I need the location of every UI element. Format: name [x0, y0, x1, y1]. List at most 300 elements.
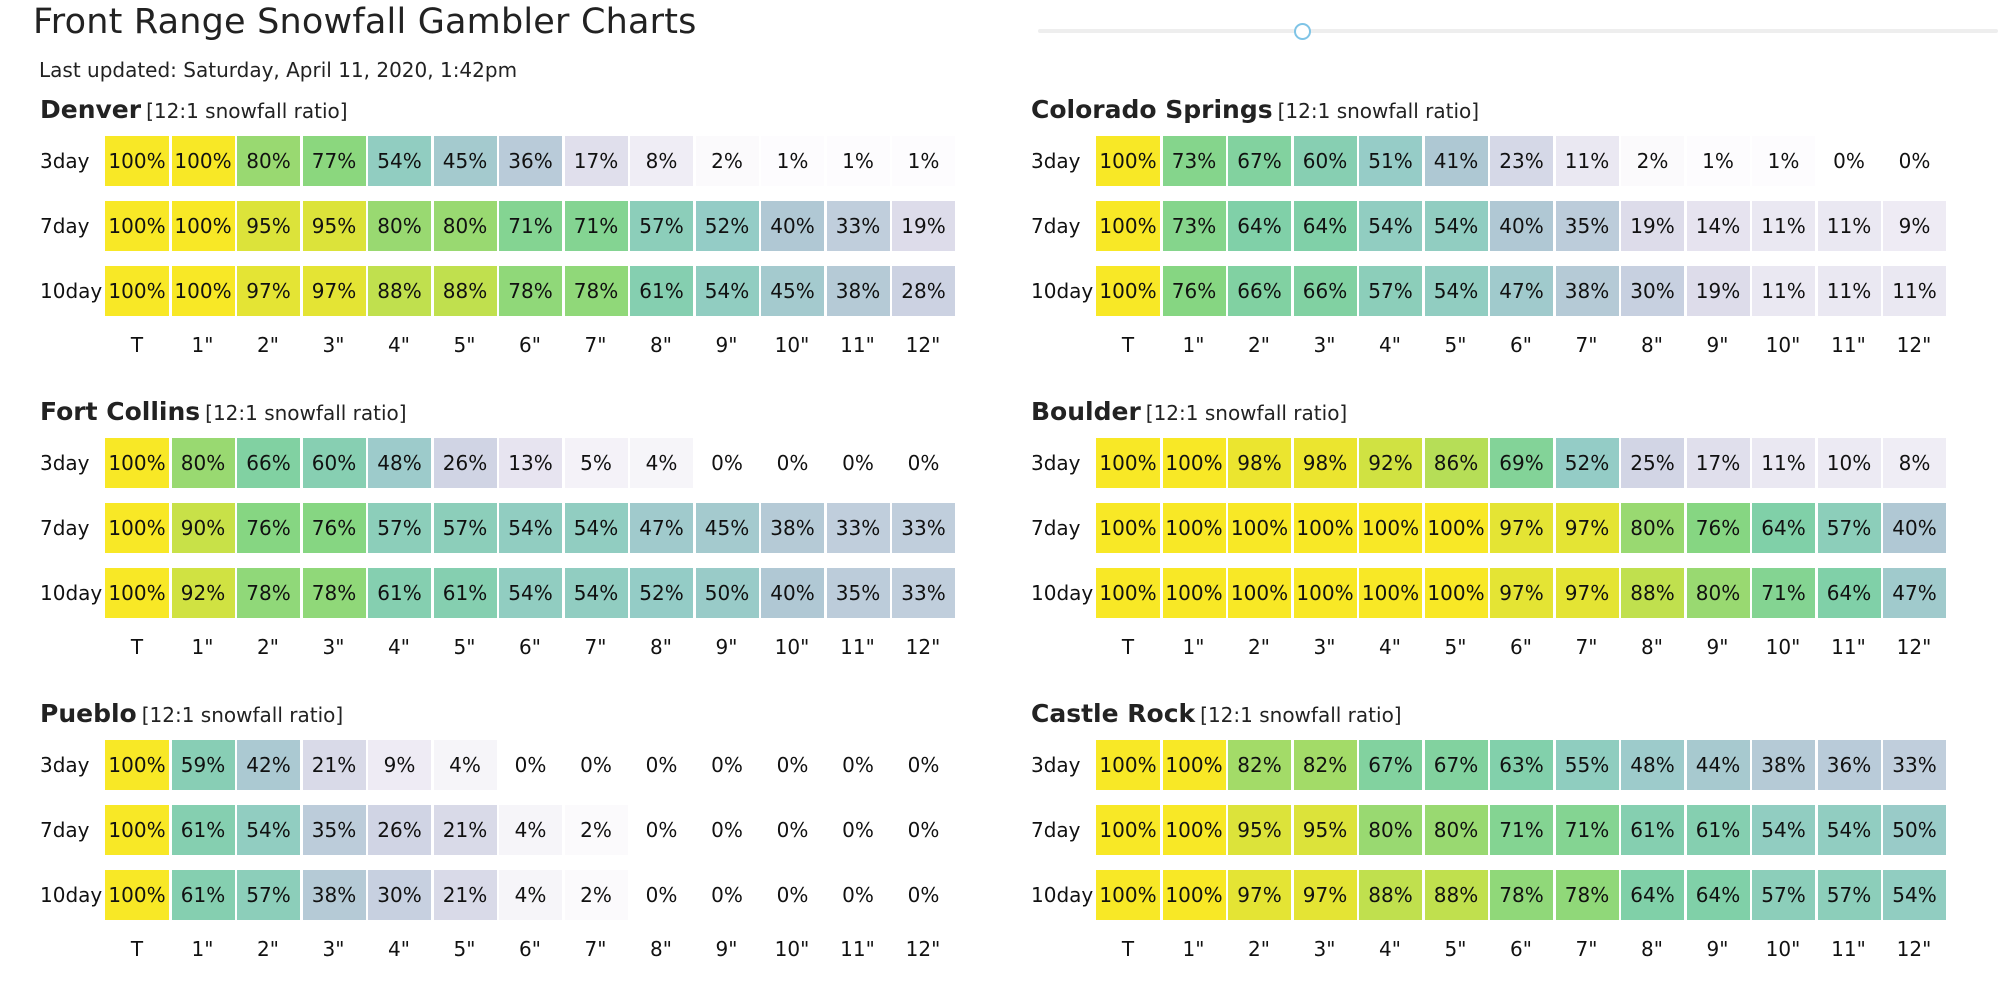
heatmap-cell: 54%: [1358, 201, 1422, 251]
heatmap-cell: 52%: [1555, 438, 1619, 488]
heatmap-cell: 0%: [498, 740, 562, 790]
column-label: 8": [650, 937, 672, 961]
column-label: 7": [1575, 635, 1598, 659]
heatmap-cell: 97%: [1555, 568, 1619, 618]
heatmap-cell: 0%: [760, 805, 824, 855]
heatmap-cell: 100%: [105, 438, 169, 488]
heatmap-cell: 52%: [695, 201, 759, 251]
heatmap-cell: 11%: [1751, 201, 1815, 251]
heatmap-cell: 100%: [105, 503, 169, 553]
city-name: Castle Rock: [1031, 699, 1196, 728]
column-label: 10": [774, 937, 810, 961]
row-label: 10day: [40, 581, 103, 605]
heatmap-cell: 54%: [695, 266, 759, 316]
column-label: 12": [905, 937, 941, 961]
row-label: 10day: [1031, 581, 1094, 605]
heatmap-cell: 64%: [1751, 503, 1815, 553]
column-label: 8": [1641, 635, 1663, 659]
heatmap-cell: 4%: [498, 805, 562, 855]
column-label: 10": [1765, 937, 1801, 961]
heatmap-cell: 97%: [236, 266, 300, 316]
heatmap-cell: 100%: [105, 870, 169, 920]
heatmap-cell: 80%: [1686, 568, 1750, 618]
heatmap-cell: 67%: [1358, 740, 1422, 790]
heatmap-cell: 55%: [1555, 740, 1619, 790]
slider-track[interactable]: [1038, 29, 1998, 33]
column-label: 8": [650, 333, 672, 357]
column-label: 5": [1444, 635, 1467, 659]
column-label: T: [130, 937, 144, 961]
snowfall-ratio-label: [12:1 snowfall ratio]: [1145, 401, 1348, 425]
panel-boulder: [1031, 397, 1951, 687]
column-label: 3": [322, 635, 345, 659]
chart-title: [1031, 95, 1479, 124]
heatmap-cell: 45%: [695, 503, 759, 553]
heatmap-cell: 11%: [1817, 201, 1881, 251]
heatmap-cell: 33%: [1882, 740, 1946, 790]
heatmap-cell: 21%: [302, 740, 366, 790]
column-label: 3": [1313, 937, 1336, 961]
heatmap-cell: 71%: [498, 201, 562, 251]
heatmap-cell: 30%: [367, 870, 431, 920]
column-label: 7": [584, 937, 607, 961]
column-label: 6": [519, 635, 541, 659]
heatmap-cell: 2%: [1620, 136, 1684, 186]
heatmap-cell: 8%: [629, 136, 693, 186]
heatmap-cell: 100%: [105, 266, 169, 316]
row-label: 10day: [40, 883, 103, 907]
column-label: 4": [1379, 937, 1401, 961]
heatmap-cell: 78%: [498, 266, 562, 316]
column-label: 12": [905, 635, 941, 659]
heatmap-cell: 100%: [1096, 438, 1160, 488]
heatmap-cell: 50%: [695, 568, 759, 618]
column-label: 6": [1510, 333, 1532, 357]
heatmap-cell: 80%: [367, 201, 431, 251]
heatmap-cell: 19%: [1620, 201, 1684, 251]
column-label: 2": [257, 635, 279, 659]
heatmap-cell: 80%: [1620, 503, 1684, 553]
heatmap-cell: 47%: [1489, 266, 1553, 316]
heatmap-cell: 38%: [1555, 266, 1619, 316]
heatmap-cell: 0%: [760, 740, 824, 790]
heatmap-cell: 1%: [826, 136, 890, 186]
heatmap-cell: 0%: [826, 438, 890, 488]
heatmap-cell: 0%: [826, 805, 890, 855]
heatmap-cell: 40%: [760, 568, 824, 618]
heatmap-cell: 11%: [1555, 136, 1619, 186]
chart-title: [1031, 397, 1347, 426]
heatmap-cell: 50%: [1882, 805, 1946, 855]
heatmap-cell: 66%: [1293, 266, 1357, 316]
heatmap-cell: 100%: [1162, 503, 1226, 553]
heatmap-cell: 11%: [1751, 266, 1815, 316]
column-label: 6": [1510, 937, 1532, 961]
heatmap-cell: 78%: [1555, 870, 1619, 920]
heatmap-cell: 5%: [564, 438, 628, 488]
row-label: 7day: [1031, 516, 1081, 540]
row-label: 3day: [1031, 451, 1081, 475]
heatmap-cell: 0%: [1817, 136, 1881, 186]
heatmap-cell: 36%: [1817, 740, 1881, 790]
heatmap-cell: 25%: [1620, 438, 1684, 488]
heatmap-cell: 78%: [302, 568, 366, 618]
column-label: 9": [1706, 333, 1729, 357]
column-label: 12": [1896, 333, 1932, 357]
column-label: 10": [1765, 333, 1801, 357]
heatmap-cell: 0%: [695, 740, 759, 790]
heatmap-cell: 57%: [433, 503, 497, 553]
snowfall-ratio-label: [12:1 snowfall ratio]: [141, 703, 344, 727]
column-label: 11": [840, 333, 875, 357]
heatmap-cell: 48%: [1620, 740, 1684, 790]
heatmap-cell: 57%: [1817, 503, 1881, 553]
heatmap-cell: 100%: [1096, 266, 1160, 316]
heatmap-cell: 100%: [1096, 740, 1160, 790]
column-label: T: [1121, 333, 1135, 357]
heatmap-cell: 80%: [433, 201, 497, 251]
panel-pueblo: [40, 699, 960, 989]
heatmap-cell: 98%: [1293, 438, 1357, 488]
column-label: 7": [584, 635, 607, 659]
column-label: 4": [388, 937, 410, 961]
city-name: Denver: [40, 95, 142, 124]
heatmap-cell: 77%: [302, 136, 366, 186]
heatmap-cell: 26%: [433, 438, 497, 488]
heatmap-cell: 100%: [1162, 438, 1226, 488]
column-label: 6": [1510, 635, 1532, 659]
heatmap-cell: 64%: [1686, 870, 1750, 920]
heatmap-cell: 100%: [1096, 568, 1160, 618]
heatmap-cell: 28%: [891, 266, 955, 316]
column-label: 2": [1248, 635, 1270, 659]
heatmap-cell: 0%: [695, 870, 759, 920]
chart-title: [40, 95, 348, 124]
heatmap-cell: 61%: [629, 266, 693, 316]
heatmap-cell: 0%: [826, 740, 890, 790]
heatmap-cell: 100%: [1162, 568, 1226, 618]
column-label: 8": [1641, 333, 1663, 357]
row-label: 7day: [40, 516, 90, 540]
snowfall-ratio-label: [12:1 snowfall ratio]: [1200, 703, 1402, 727]
heatmap-cell: 100%: [1227, 503, 1291, 553]
heatmap-cell: 0%: [1882, 136, 1946, 186]
heatmap-cell: 0%: [891, 870, 955, 920]
heatmap-cell: 0%: [760, 438, 824, 488]
heatmap-cell: 95%: [236, 201, 300, 251]
heatmap-cell: 42%: [236, 740, 300, 790]
snowfall-ratio-label: [12:1 snowfall ratio]: [146, 99, 348, 123]
column-label: 9": [715, 333, 738, 357]
heatmap-cell: 88%: [433, 266, 497, 316]
heatmap-cell: 4%: [433, 740, 497, 790]
time-slider[interactable]: [1038, 24, 1998, 44]
heatmap-cell: 100%: [1096, 805, 1160, 855]
column-label: 3": [1313, 635, 1336, 659]
row-label: 3day: [40, 451, 90, 475]
column-label: 10": [1765, 635, 1801, 659]
heatmap-cell: 57%: [1751, 870, 1815, 920]
heatmap-cell: 9%: [367, 740, 431, 790]
heatmap-cell: 76%: [236, 503, 300, 553]
heatmap-cell: 0%: [695, 805, 759, 855]
column-label: 9": [715, 937, 738, 961]
column-label: 5": [453, 333, 476, 357]
heatmap-cell: 17%: [1686, 438, 1750, 488]
heatmap-cell: 54%: [1882, 870, 1946, 920]
heatmap-cell: 64%: [1620, 870, 1684, 920]
column-label: 8": [1641, 937, 1663, 961]
heatmap-cell: 97%: [302, 266, 366, 316]
column-label: 12": [1896, 635, 1932, 659]
column-label: 2": [1248, 937, 1270, 961]
heatmap-cell: 48%: [367, 438, 431, 488]
heatmap-cell: 100%: [1162, 740, 1226, 790]
heatmap-cell: 80%: [236, 136, 300, 186]
snowfall-ratio-label: [12:1 snowfall ratio]: [1277, 99, 1480, 123]
heatmap-cell: 97%: [1227, 870, 1291, 920]
heatmap-cell: 0%: [695, 438, 759, 488]
heatmap-cell: 78%: [1489, 870, 1553, 920]
heatmap-cell: 54%: [236, 805, 300, 855]
heatmap-cell: 8%: [1882, 438, 1946, 488]
column-label: 7": [584, 333, 607, 357]
heatmap-cell: 0%: [891, 740, 955, 790]
heatmap-cell: 100%: [1162, 805, 1226, 855]
heatmap-cell: 4%: [629, 438, 693, 488]
heatmap-cell: 0%: [891, 438, 955, 488]
heatmap-cell: 33%: [826, 201, 890, 251]
heatmap-cell: 33%: [891, 503, 955, 553]
panel-denver: [40, 95, 960, 385]
heatmap-cell: 61%: [171, 805, 235, 855]
city-name: Boulder: [1031, 397, 1141, 426]
heatmap-cell: 63%: [1489, 740, 1553, 790]
heatmap-cell: 54%: [564, 503, 628, 553]
heatmap-cell: 0%: [760, 870, 824, 920]
heatmap-cell: 100%: [1096, 201, 1160, 251]
column-label: 11": [840, 635, 875, 659]
heatmap-cell: 33%: [891, 568, 955, 618]
heatmap-cell: 38%: [1751, 740, 1815, 790]
heatmap-cell: 97%: [1489, 568, 1553, 618]
heatmap-cell: 1%: [760, 136, 824, 186]
heatmap-cell: 10%: [1817, 438, 1881, 488]
column-label: 1": [1182, 635, 1205, 659]
heatmap-cell: 54%: [1424, 266, 1488, 316]
heatmap-cell: 35%: [826, 568, 890, 618]
heatmap-cell: 40%: [760, 201, 824, 251]
panel-fort-collins: [40, 397, 960, 687]
heatmap-cell: 40%: [1882, 503, 1946, 553]
heatmap-cell: 45%: [433, 136, 497, 186]
heatmap-cell: 54%: [1817, 805, 1881, 855]
heatmap-cell: 86%: [1424, 438, 1488, 488]
heatmap-cell: 11%: [1751, 438, 1815, 488]
heatmap-cell: 82%: [1227, 740, 1291, 790]
heatmap-cell: 33%: [826, 503, 890, 553]
heatmap-cell: 95%: [1227, 805, 1291, 855]
snowfall-ratio-label: [12:1 snowfall ratio]: [205, 401, 407, 425]
column-label: 9": [1706, 937, 1729, 961]
column-label: 2": [257, 937, 279, 961]
heatmap-cell: 76%: [302, 503, 366, 553]
heatmap-cell: 26%: [367, 805, 431, 855]
column-label: 11": [1831, 937, 1866, 961]
heatmap-cell: 61%: [1620, 805, 1684, 855]
heatmap-cell: 97%: [1489, 503, 1553, 553]
city-name: Pueblo: [40, 699, 137, 728]
heatmap-cell: 80%: [1424, 805, 1488, 855]
heatmap-cell: 71%: [1751, 568, 1815, 618]
heatmap-cell: 21%: [433, 805, 497, 855]
heatmap-cell: 17%: [564, 136, 628, 186]
heatmap-cell: 1%: [1751, 136, 1815, 186]
heatmap-cell: 11%: [1882, 266, 1946, 316]
row-label: 7day: [40, 214, 90, 238]
heatmap-cell: 47%: [629, 503, 693, 553]
heatmap-cell: 19%: [1686, 266, 1750, 316]
heatmap-cell: 0%: [629, 805, 693, 855]
page-title: Front Range Snowfall Gambler Charts: [33, 2, 697, 42]
heatmap-cell: 23%: [1489, 136, 1553, 186]
column-label: 1": [191, 937, 214, 961]
heatmap-cell: 78%: [564, 266, 628, 316]
heatmap-cell: 59%: [171, 740, 235, 790]
column-label: 4": [388, 333, 410, 357]
column-label: 3": [322, 937, 345, 961]
heatmap-cell: 66%: [1227, 266, 1291, 316]
column-label: 2": [1248, 333, 1270, 357]
column-label: 4": [1379, 635, 1401, 659]
heatmap-cell: 100%: [105, 805, 169, 855]
heatmap-cell: 100%: [1358, 568, 1422, 618]
heatmap-cell: 76%: [1162, 266, 1226, 316]
heatmap-cell: 100%: [1227, 568, 1291, 618]
panel-colorado-springs: [1031, 95, 1951, 385]
heatmap-cell: 100%: [1162, 870, 1226, 920]
heatmap-cell: 100%: [1293, 503, 1357, 553]
heatmap-cell: 57%: [236, 870, 300, 920]
heatmap-cell: 54%: [498, 503, 562, 553]
heatmap-cell: 88%: [367, 266, 431, 316]
column-label: 5": [1444, 333, 1467, 357]
heatmap-cell: 76%: [1686, 503, 1750, 553]
heatmap-cell: 19%: [891, 201, 955, 251]
heatmap-cell: 100%: [1096, 870, 1160, 920]
column-label: 3": [322, 333, 345, 357]
heatmap-cell: 38%: [760, 503, 824, 553]
heatmap-cell: 100%: [105, 201, 169, 251]
heatmap-cell: 90%: [171, 503, 235, 553]
heatmap-cell: 47%: [1882, 568, 1946, 618]
row-label: 3day: [1031, 149, 1081, 173]
heatmap-cell: 100%: [1096, 503, 1160, 553]
heatmap-cell: 100%: [105, 740, 169, 790]
heatmap-cell: 82%: [1293, 740, 1357, 790]
heatmap-cell: 54%: [367, 136, 431, 186]
heatmap-cell: 35%: [302, 805, 366, 855]
heatmap-cell: 38%: [302, 870, 366, 920]
heatmap-cell: 88%: [1358, 870, 1422, 920]
city-name: Fort Collins: [40, 397, 201, 426]
city-name: Colorado Springs: [1031, 95, 1273, 124]
heatmap-cell: 95%: [302, 201, 366, 251]
column-label: 1": [1182, 937, 1205, 961]
heatmap-cell: 44%: [1686, 740, 1750, 790]
heatmap-cell: 73%: [1162, 136, 1226, 186]
heatmap-cell: 61%: [1686, 805, 1750, 855]
column-label: T: [130, 635, 144, 659]
column-label: 4": [388, 635, 410, 659]
row-label: 7day: [1031, 214, 1081, 238]
heatmap-cell: 100%: [105, 568, 169, 618]
column-label: T: [1121, 635, 1135, 659]
column-label: 6": [519, 333, 541, 357]
column-label: 9": [715, 635, 738, 659]
heatmap-cell: 61%: [367, 568, 431, 618]
heatmap-cell: 57%: [1358, 266, 1422, 316]
heatmap-cell: 57%: [1817, 870, 1881, 920]
heatmap-cell: 100%: [171, 201, 235, 251]
column-label: 5": [453, 937, 476, 961]
heatmap-cell: 100%: [1358, 503, 1422, 553]
heatmap-cell: 52%: [629, 568, 693, 618]
heatmap-cell: 13%: [498, 438, 562, 488]
heatmap-cell: 2%: [564, 870, 628, 920]
heatmap-cell: 71%: [564, 201, 628, 251]
heatmap-cell: 100%: [1293, 568, 1357, 618]
heatmap-cell: 67%: [1227, 136, 1291, 186]
column-label: 5": [453, 635, 476, 659]
column-label: 1": [191, 333, 214, 357]
column-label: 9": [1706, 635, 1729, 659]
heatmap-cell: 64%: [1817, 568, 1881, 618]
heatmap-cell: 60%: [1293, 136, 1357, 186]
chart-title: [40, 397, 407, 426]
row-label: 3day: [1031, 753, 1081, 777]
column-label: 4": [1379, 333, 1401, 357]
column-label: T: [1121, 937, 1135, 961]
chart-title: [1031, 699, 1402, 728]
column-label: 3": [1313, 333, 1336, 357]
last-updated-text: Last updated: Saturday, April 11, 2020, 1:42pm: [39, 58, 518, 82]
heatmap-cell: 100%: [1096, 136, 1160, 186]
column-label: 10": [774, 333, 810, 357]
heatmap-cell: 97%: [1293, 870, 1357, 920]
heatmap-cell: 88%: [1424, 870, 1488, 920]
heatmap-cell: 88%: [1620, 568, 1684, 618]
heatmap-cell: 30%: [1620, 266, 1684, 316]
panel-castle-rock: [1031, 699, 1951, 989]
column-label: 12": [905, 333, 941, 357]
slider-handle[interactable]: [1294, 23, 1311, 40]
row-label: 10day: [1031, 279, 1094, 303]
chart-title: [40, 699, 343, 728]
heatmap-cell: 4%: [498, 870, 562, 920]
heatmap-cell: 71%: [1555, 805, 1619, 855]
heatmap-cell: 2%: [695, 136, 759, 186]
column-label: 12": [1896, 937, 1932, 961]
heatmap-cell: 41%: [1424, 136, 1488, 186]
column-label: 11": [1831, 635, 1866, 659]
heatmap-cell: 66%: [236, 438, 300, 488]
heatmap-cell: 57%: [367, 503, 431, 553]
heatmap-cell: 0%: [564, 740, 628, 790]
heatmap-cell: 64%: [1227, 201, 1291, 251]
heatmap-cell: 14%: [1686, 201, 1750, 251]
heatmap-cell: 0%: [826, 870, 890, 920]
